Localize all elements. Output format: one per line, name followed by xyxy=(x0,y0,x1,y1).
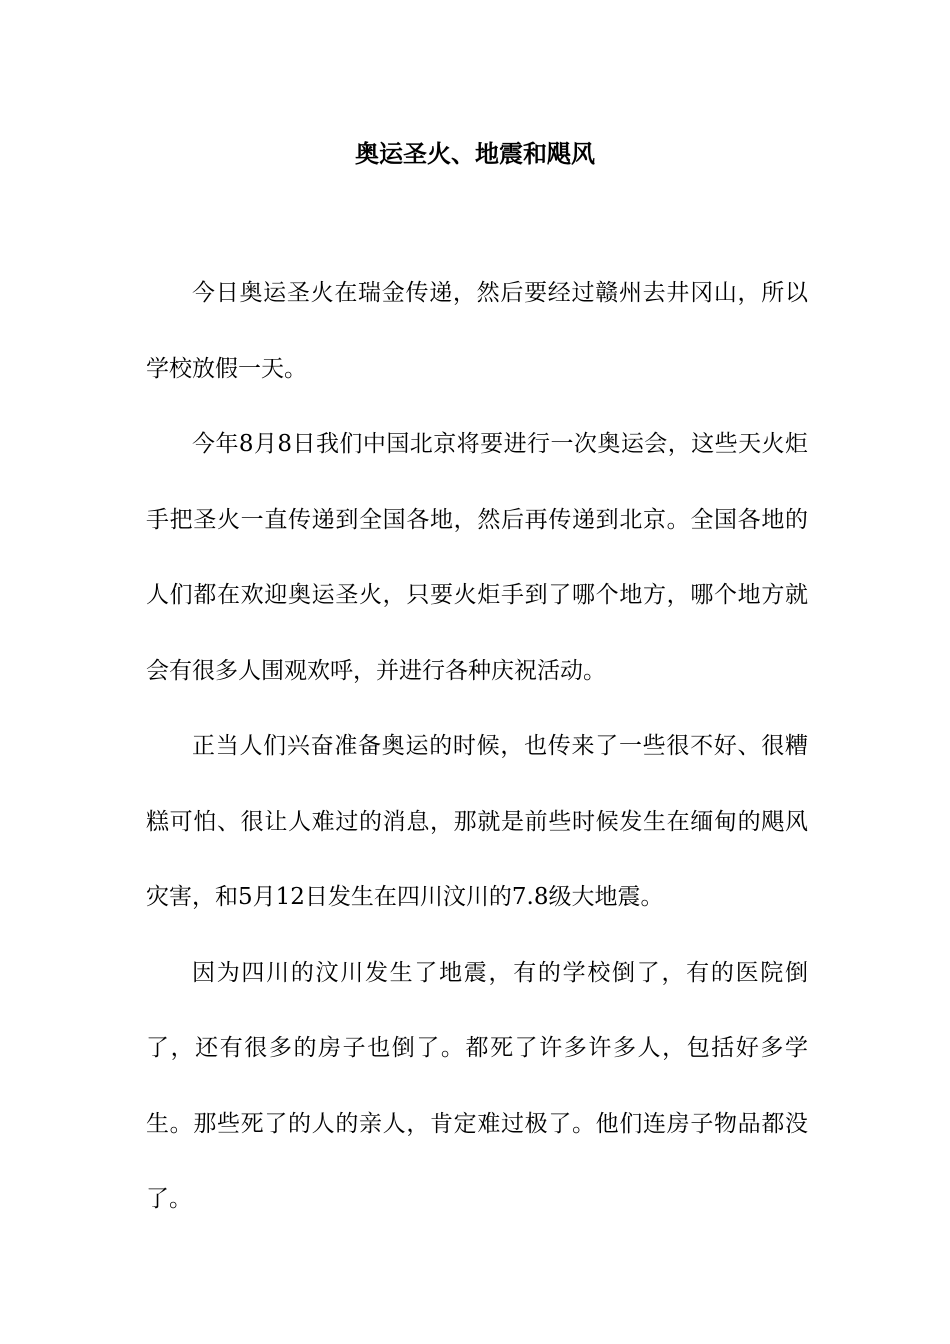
document-body xyxy=(146,256,808,1238)
paragraph-torch-relay: 今日奥运圣火在瑞金传递，然后要经过赣州去井冈山，所以学校放假一天。 xyxy=(146,280,808,382)
paragraph-olympics-beijing: 今年8月8日我们中国北京将要进行一次奥运会，这些天火炬手把圣火一直传递到全国各地，然后再传递到北京。全国各地的人们都在欢迎奥运圣火，只要火炬手到了哪个地方，哪个地方就会有很多人围观欢呼，并进行各种庆祝活动。 xyxy=(146,431,808,684)
paragraph-earthquake: 因为四川的汶川发生了地震，有的学校倒了，有的医院倒了，还有很多的房子也倒了。都死了许多许多人，包括好多学生。那些死了的人的亲人，肯定难过极了。他们连房子物品都没了。 xyxy=(146,959,808,1212)
document-title: 奥运圣火、地震和飓风 xyxy=(355,140,595,168)
paragraph-disasters: 正当人们兴奋准备奥运的时候，也传来了一些很不好、很糟糕可怕、很让人难过的消息，那就是前些时候发生在缅甸的飓风灾害，和5月12日发生在四川汶川的7.8级大地震。 xyxy=(146,733,808,910)
